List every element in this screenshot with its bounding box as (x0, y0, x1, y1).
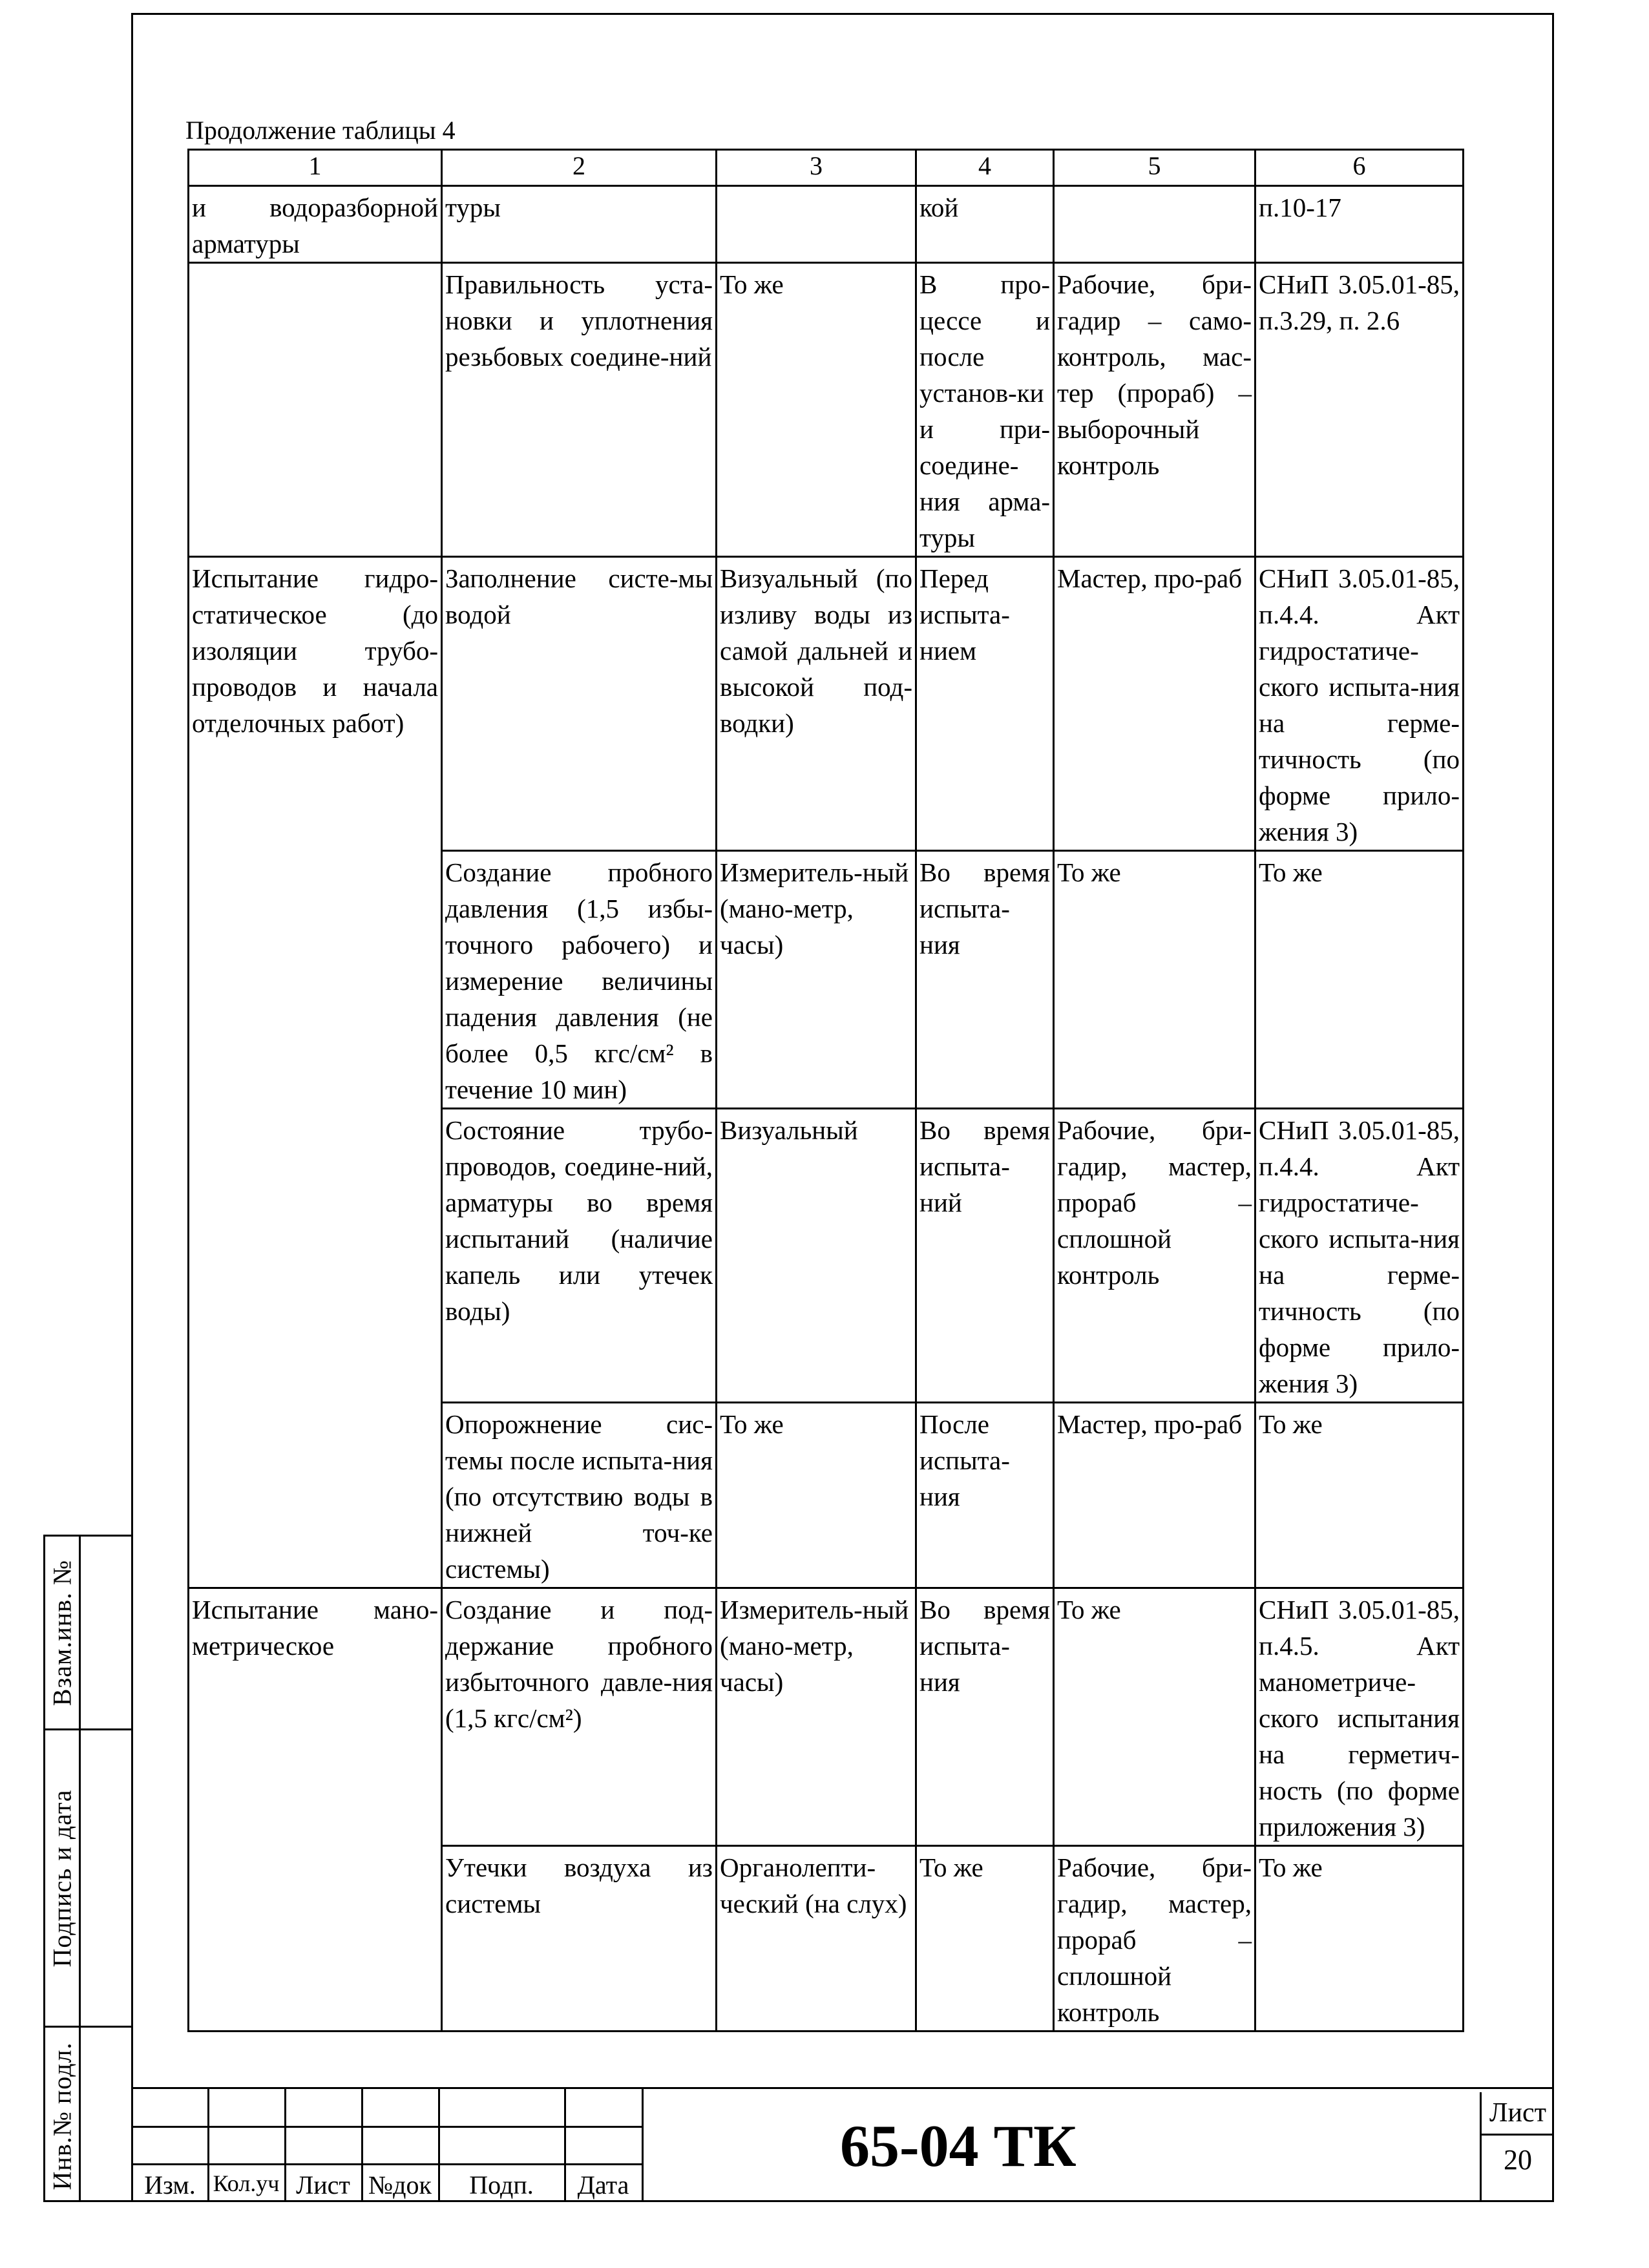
table-row (189, 263, 1464, 557)
cell-stage: и водоразборной арматуры (189, 186, 442, 263)
table-caption: Продолжение таблицы 4 (185, 116, 456, 145)
stamp-label-date: Дата (577, 2170, 629, 2200)
cell-responsible: То же (1054, 1588, 1255, 1846)
cell-time: Во время испыта-ний (916, 1109, 1054, 1403)
cell-object: туры (442, 186, 717, 263)
stamp-label-docnum: №док (368, 2170, 432, 2200)
cell-method: Измеритель-ный (мано-метр, часы) (717, 1588, 916, 1846)
cell-method: То же (717, 263, 916, 557)
cell-time: Во время испыта-ния (916, 1588, 1054, 1846)
sheet-number: 20 (1504, 2144, 1532, 2176)
cell-stage: Испытание гидро-статическое (до изоляции трубо-проводов и начала отделочных работ) (189, 557, 442, 1588)
cell-reference: СНиП 3.05.01-85, п.3.29, п. 2.6 (1255, 263, 1464, 557)
cell-reference: То же (1255, 1846, 1464, 2032)
cell-method: Визуальный (по изливу воды из самой дальней и высокой под-водки) (717, 557, 916, 851)
cell-object: Утечки воздуха из системы (442, 1846, 717, 2032)
sidebar-label-replacement: Взам.инв. № (47, 1559, 77, 1706)
sidebar-stamp (43, 1535, 133, 2202)
cell-responsible: Рабочие, бри-гадир, мастер, прораб – сплошной контроль (1054, 1109, 1255, 1403)
header-cell: 2 (442, 150, 717, 186)
stamp-label-change: Изм. (144, 2170, 196, 2200)
cell-responsible: То же (1054, 851, 1255, 1109)
table-row (189, 557, 1464, 851)
cell-reference: То же (1255, 851, 1464, 1109)
cell-time: Перед испыта-нием (916, 557, 1054, 851)
cell-time: В про-цессе и после установ-ки и при-соедине-ния арма-туры (916, 263, 1054, 557)
stamp-label-signature: Подп. (469, 2170, 534, 2200)
cell-stage: Испытание мано-метрическое (189, 1588, 442, 2032)
cell-object: Создание и под-держание пробного избыточного давле-ния (1,5 кгс/см²) (442, 1588, 717, 1846)
cell-reference: п.10-17 (1255, 186, 1464, 263)
sidebar-cell-signature (45, 1730, 133, 2028)
cell-reference: СНиП 3.05.01-85, п.4.4. Акт гидростатиче-ского испыта-ния на герме-тичность (по форме прило-жения 3) (1255, 1109, 1464, 1403)
table-row (189, 1588, 1464, 1846)
cell-reference: То же (1255, 1403, 1464, 1588)
sheet-label: Лист (1482, 2092, 1554, 2136)
stamp-label-sheet: Лист (296, 2170, 350, 2200)
cell-responsible: Мастер, про-раб (1054, 1403, 1255, 1588)
sheet-number-box (1480, 2092, 1554, 2202)
cell-time: кой (916, 186, 1054, 263)
cell-responsible: Рабочие, бри-гадир – само-контроль, мас-тер (прораб) – выборочный контроль (1054, 263, 1255, 557)
cell-responsible: Мастер, про-раб (1054, 557, 1255, 851)
header-cell: 1 (189, 150, 442, 186)
sidebar-cell-replacement (45, 1537, 133, 1730)
cell-method: Органолепти-ческий (на слух) (717, 1846, 916, 2032)
cell-time: После испыта-ния (916, 1403, 1054, 1588)
cell-object: Создание пробного давления (1,5 избы-точного рабочего) и измерение величины падения давления (не более 0,5 кгс/см² в течение 10 мин) (442, 851, 717, 1109)
inspection-table (187, 149, 1464, 2032)
sidebar-cell-original (45, 2028, 133, 2204)
header-cell: 6 (1255, 150, 1464, 186)
cell-reference: СНиП 3.05.01-85, п.4.4. Акт гидростатиче-ского испыта-ния на герме-тичность (по форме прило-жения 3) (1255, 557, 1464, 851)
sidebar-label-original: Инв.№ подл. (47, 2042, 77, 2190)
cell-method: Визуальный (717, 1109, 916, 1403)
table-row (189, 186, 1464, 263)
cell-object: Опорожнение сис-темы после испыта-ния (по отсутствию воды в нижней точ-ке системы) (442, 1403, 717, 1588)
cell-time: То же (916, 1846, 1054, 2032)
header-cell: 4 (916, 150, 1054, 186)
cell-method: То же (717, 1403, 916, 1588)
table-header-row (189, 150, 1464, 186)
cell-object: Заполнение систе-мы водой (442, 557, 717, 851)
cell-responsible (1054, 186, 1255, 263)
cell-stage (189, 263, 442, 557)
document-code: 65-04 ТК (840, 2113, 1077, 2179)
cell-method: Измеритель-ный (мано-метр, часы) (717, 851, 916, 1109)
header-cell: 3 (717, 150, 916, 186)
sidebar-label-signature: Подпись и дата (47, 1789, 77, 1968)
cell-method (717, 186, 916, 263)
header-cell: 5 (1054, 150, 1255, 186)
cell-object: Правильность уста-новки и уплотнения резьбовых соедине-ний (442, 263, 717, 557)
cell-object: Состояние трубо-проводов, соедине-ний, арматуры во время испытаний (наличие капель или утечек воды) (442, 1109, 717, 1403)
stamp-label-count: Кол.уч (213, 2170, 280, 2196)
cell-responsible: Рабочие, бри-гадир, мастер, прораб – сплошной контроль (1054, 1846, 1255, 2032)
cell-time: Во время испыта-ния (916, 851, 1054, 1109)
cell-reference: СНиП 3.05.01-85, п.4.5. Акт манометриче-ского испытания на герметич-ность (по форме приложения 3) (1255, 1588, 1464, 1846)
